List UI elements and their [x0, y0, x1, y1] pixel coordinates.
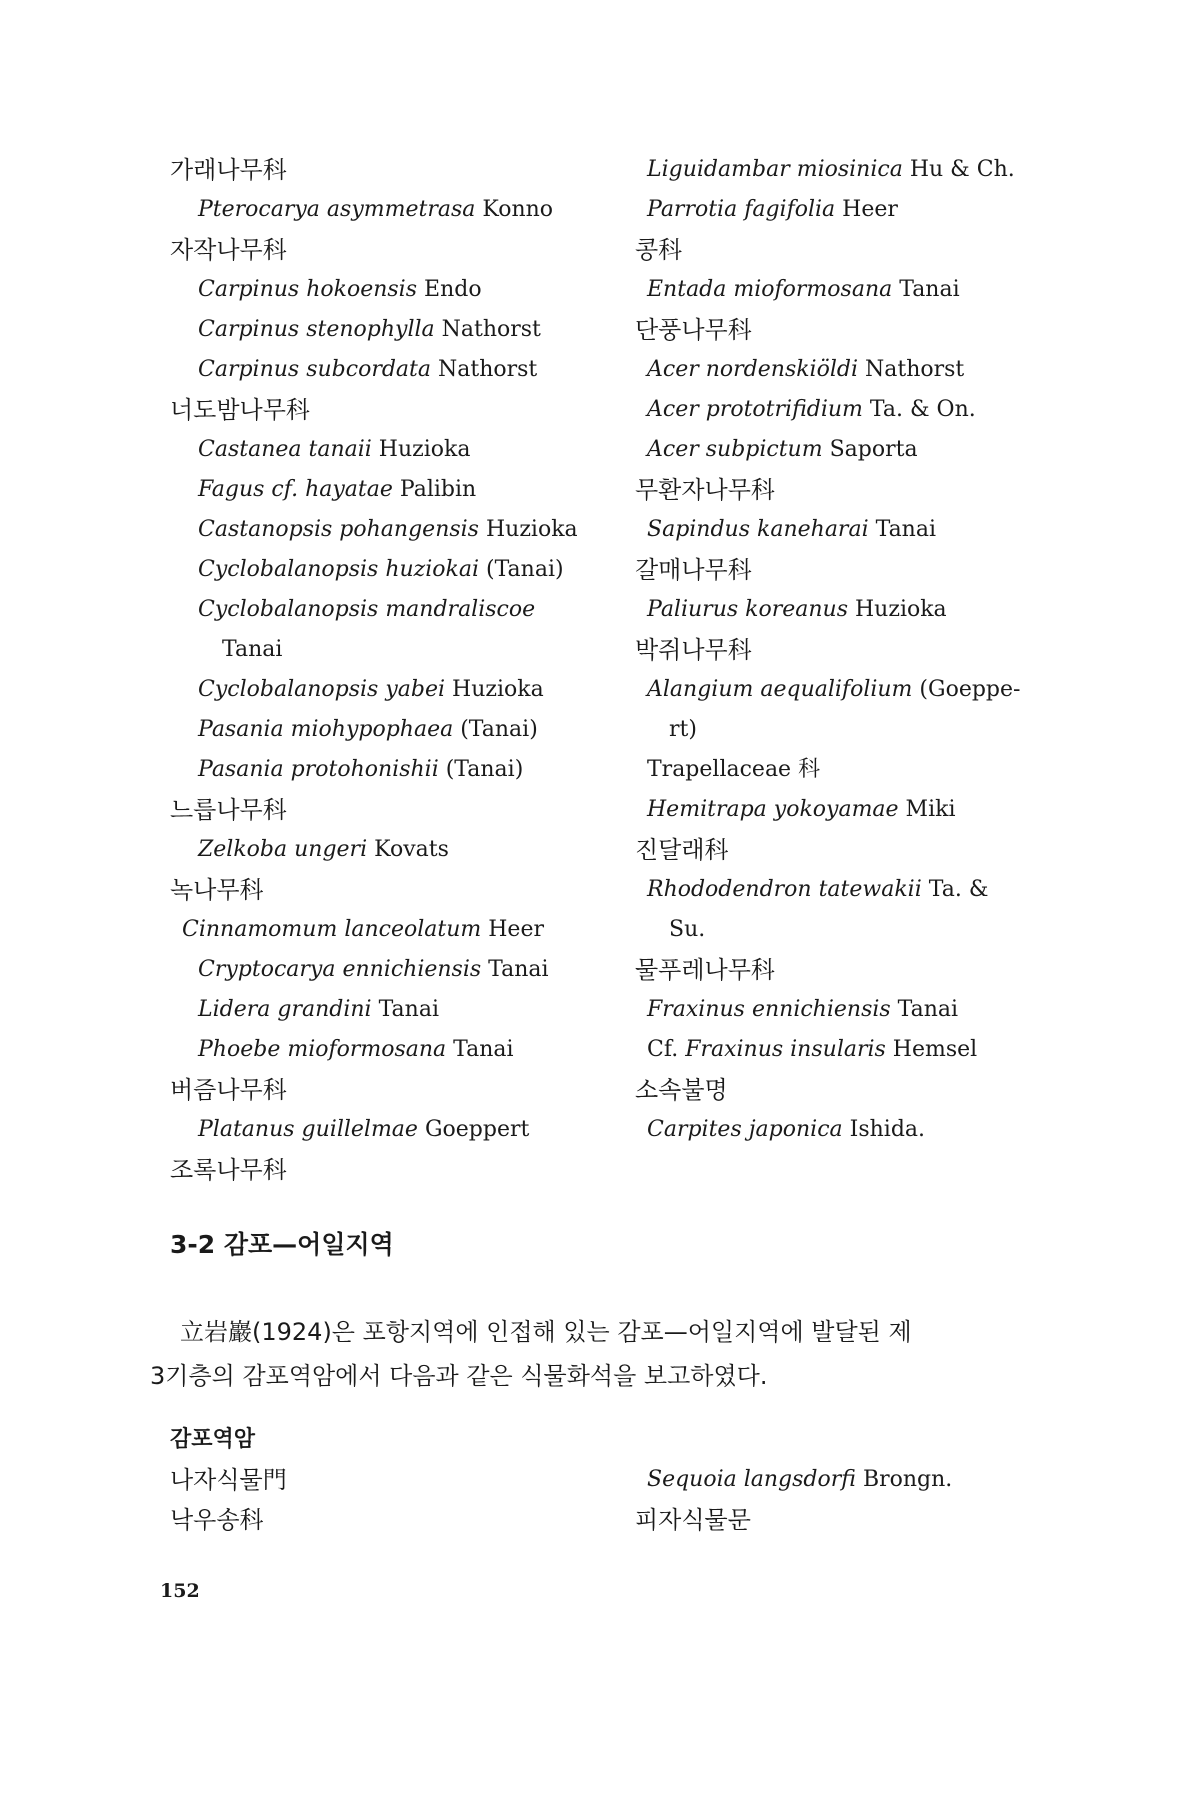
species-author: Saporta — [822, 437, 918, 462]
family-heading: 물푸레나무科 — [635, 956, 775, 984]
species-name: Carpinus hokoensis — [198, 277, 418, 302]
species-author: (Tanai) — [453, 717, 538, 742]
species-name: Castanea tanaii — [198, 437, 372, 462]
right-column — [635, 150, 1055, 1150]
species-line — [635, 1110, 1055, 1150]
species-prefix: Cf. — [647, 1037, 686, 1062]
species-author: Heer — [835, 197, 898, 222]
family-heading: 버즘나무科 — [170, 1076, 287, 1104]
species-name: Cyclobalanopsis huziokai — [198, 557, 480, 582]
species-line — [170, 270, 590, 310]
species-author: Palibin — [392, 477, 477, 502]
species-author: Kovats — [367, 837, 449, 862]
species-name: Alangium aequalifolium — [647, 677, 913, 702]
continuation-line: Tanai — [222, 637, 283, 662]
species-name: Hemitrapa yokoyamae — [647, 797, 899, 822]
species-author: Tanai — [890, 997, 959, 1022]
species-author: Huzioka — [478, 517, 578, 542]
species-line — [635, 670, 1055, 710]
species-line — [170, 590, 590, 630]
species-author: Tanai — [892, 277, 960, 302]
species-name: Platanus guillelmae — [198, 1117, 418, 1142]
species-line — [170, 750, 590, 790]
family-heading: 나자식물門 — [170, 1466, 287, 1494]
species-name: Carpinus stenophylla — [198, 317, 435, 342]
species-name: Acer prototrifidium — [647, 397, 863, 422]
family-heading: 느릅나무科 — [170, 796, 287, 824]
family-heading: 박쥐나무科 — [635, 636, 752, 664]
species-name: Sequoia langsdorfi — [647, 1467, 856, 1492]
species-line — [170, 670, 590, 710]
family-heading: 무환자나무科 — [635, 476, 775, 504]
species-name: Pterocarya asymmetrasa — [198, 197, 476, 222]
species-author: Tanai — [446, 1037, 514, 1062]
species-author: (Goeppe- — [912, 677, 1021, 702]
species-author: Tanai — [481, 957, 549, 982]
page-number: 152 — [160, 1580, 200, 1602]
paragraph-line-1: 立岩巖(1924)은 포항지역에 인접해 있는 감포—어일지역에 발달된 제 — [180, 1318, 912, 1346]
species-line — [170, 430, 590, 470]
species-name: Fraxinus ennichiensis — [647, 997, 891, 1022]
species-line — [635, 870, 1055, 910]
species-name: Parrotia fagifolia — [647, 197, 836, 222]
subsection-label: 감포역암 — [170, 1427, 256, 1452]
species-author: Nathorst — [858, 357, 965, 382]
species-name: Cinnamomum lanceolatum — [182, 917, 482, 942]
bottom-right-list — [635, 1460, 1055, 1540]
species-name: Carpinus subcordata — [198, 357, 431, 382]
species-author: Goeppert — [417, 1117, 530, 1142]
species-line — [170, 990, 590, 1030]
paragraph-line-2: 3기층의 감포역암에서 다음과 같은 식물화석을 보고하였다. — [150, 1362, 768, 1390]
species-author: Huzioka — [445, 677, 544, 702]
family-heading: 진달래科 — [635, 836, 729, 864]
species-line — [635, 270, 1055, 310]
species-line — [170, 1030, 590, 1070]
species-name: Phoebe mioformosana — [198, 1037, 447, 1062]
species-name: Castanopsis pohangensis — [198, 517, 479, 542]
family-heading: 소속불명 — [635, 1076, 728, 1104]
species-line — [170, 510, 590, 550]
species-line — [170, 470, 590, 510]
family-heading: 가래나무科 — [170, 156, 287, 184]
species-line — [170, 190, 590, 230]
species-author: Hu & Ch. — [902, 157, 1015, 182]
species-name: Paliurus koreanus — [647, 597, 848, 622]
species-name: Pasania protohonishii — [198, 757, 439, 782]
species-line — [635, 990, 1055, 1030]
species-author: Ta. & On. — [862, 397, 976, 422]
species-author: (Tanai) — [479, 557, 564, 582]
species-author: Huzioka — [848, 597, 947, 622]
continuation-line: rt) — [669, 717, 697, 742]
family-heading: 콩科 — [635, 236, 683, 264]
species-line — [635, 790, 1055, 830]
species-line — [170, 710, 590, 750]
species-name: Fraxinus insularis — [685, 1037, 886, 1062]
species-line — [635, 1460, 1055, 1500]
species-line — [635, 510, 1055, 550]
family-heading: 조록나무科 — [170, 1156, 287, 1184]
species-name: Pasania miohypophaea — [198, 717, 454, 742]
left-column — [170, 150, 590, 1190]
family-heading: 자작나무科 — [170, 236, 287, 264]
family-heading: 갈매나무科 — [635, 556, 752, 584]
species-author: Konno — [475, 197, 554, 222]
family-heading: 단풍나무科 — [635, 316, 752, 344]
family-heading: 녹나무科 — [170, 876, 264, 904]
species-line — [635, 150, 1055, 190]
species-author: Heer — [481, 917, 544, 942]
species-line — [635, 1030, 1055, 1070]
family-heading: 너도밤나무科 — [170, 396, 310, 424]
species-line — [170, 550, 590, 590]
family-heading: 피자식물문 — [635, 1506, 751, 1534]
species-name: Lidera grandini — [198, 997, 372, 1022]
species-line — [635, 430, 1055, 470]
continuation-line: Su. — [669, 917, 706, 942]
family-heading: 낙우송科 — [170, 1506, 264, 1534]
species-line — [635, 590, 1055, 630]
species-name: Entada mioformosana — [647, 277, 893, 302]
species-name: Zelkoba ungeri — [198, 837, 368, 862]
species-author: Miki — [898, 797, 956, 822]
species-author: Nathorst — [434, 317, 541, 342]
species-name: Liguidambar miosinica — [647, 157, 903, 182]
species-line — [170, 310, 590, 350]
species-line — [170, 1110, 590, 1150]
species-name: Rhododendron tatewakii — [647, 877, 922, 902]
species-author: Brongn. — [855, 1467, 953, 1492]
section-heading: 3-2 감포—어일지역 — [170, 1230, 394, 1259]
species-line — [170, 910, 590, 950]
species-line — [635, 350, 1055, 390]
species-name: Cyclobalanopsis yabei — [198, 677, 446, 702]
species-line — [170, 350, 590, 390]
species-name: Fagus cf. hayatae — [198, 477, 393, 502]
species-name: Cyclobalanopsis mandraliscoe — [198, 597, 536, 622]
species-author: Endo — [417, 277, 482, 302]
species-line — [170, 950, 590, 990]
species-name: Acer subpictum — [647, 437, 823, 462]
taxon-line: Trapellaceae 科 — [647, 757, 821, 782]
species-author: Ishida. — [842, 1117, 926, 1142]
species-name: Carpites japonica — [647, 1117, 843, 1142]
bottom-left-list — [170, 1420, 590, 1540]
species-author: Tanai — [868, 517, 937, 542]
species-author: Ta. & — [921, 877, 989, 902]
species-author: Tanai — [371, 997, 439, 1022]
species-line — [170, 830, 590, 870]
species-name: Sapindus kaneharai — [647, 517, 869, 542]
species-author: (Tanai) — [438, 757, 524, 782]
species-name: Acer nordenskiöldi — [647, 357, 858, 382]
species-author: Huzioka — [371, 437, 471, 462]
species-author: Nathorst — [431, 357, 538, 382]
species-line — [635, 390, 1055, 430]
body-paragraph — [150, 1310, 1050, 1398]
species-name: Cryptocarya ennichiensis — [198, 957, 482, 982]
species-author: Hemsel — [885, 1037, 978, 1062]
species-line — [635, 190, 1055, 230]
